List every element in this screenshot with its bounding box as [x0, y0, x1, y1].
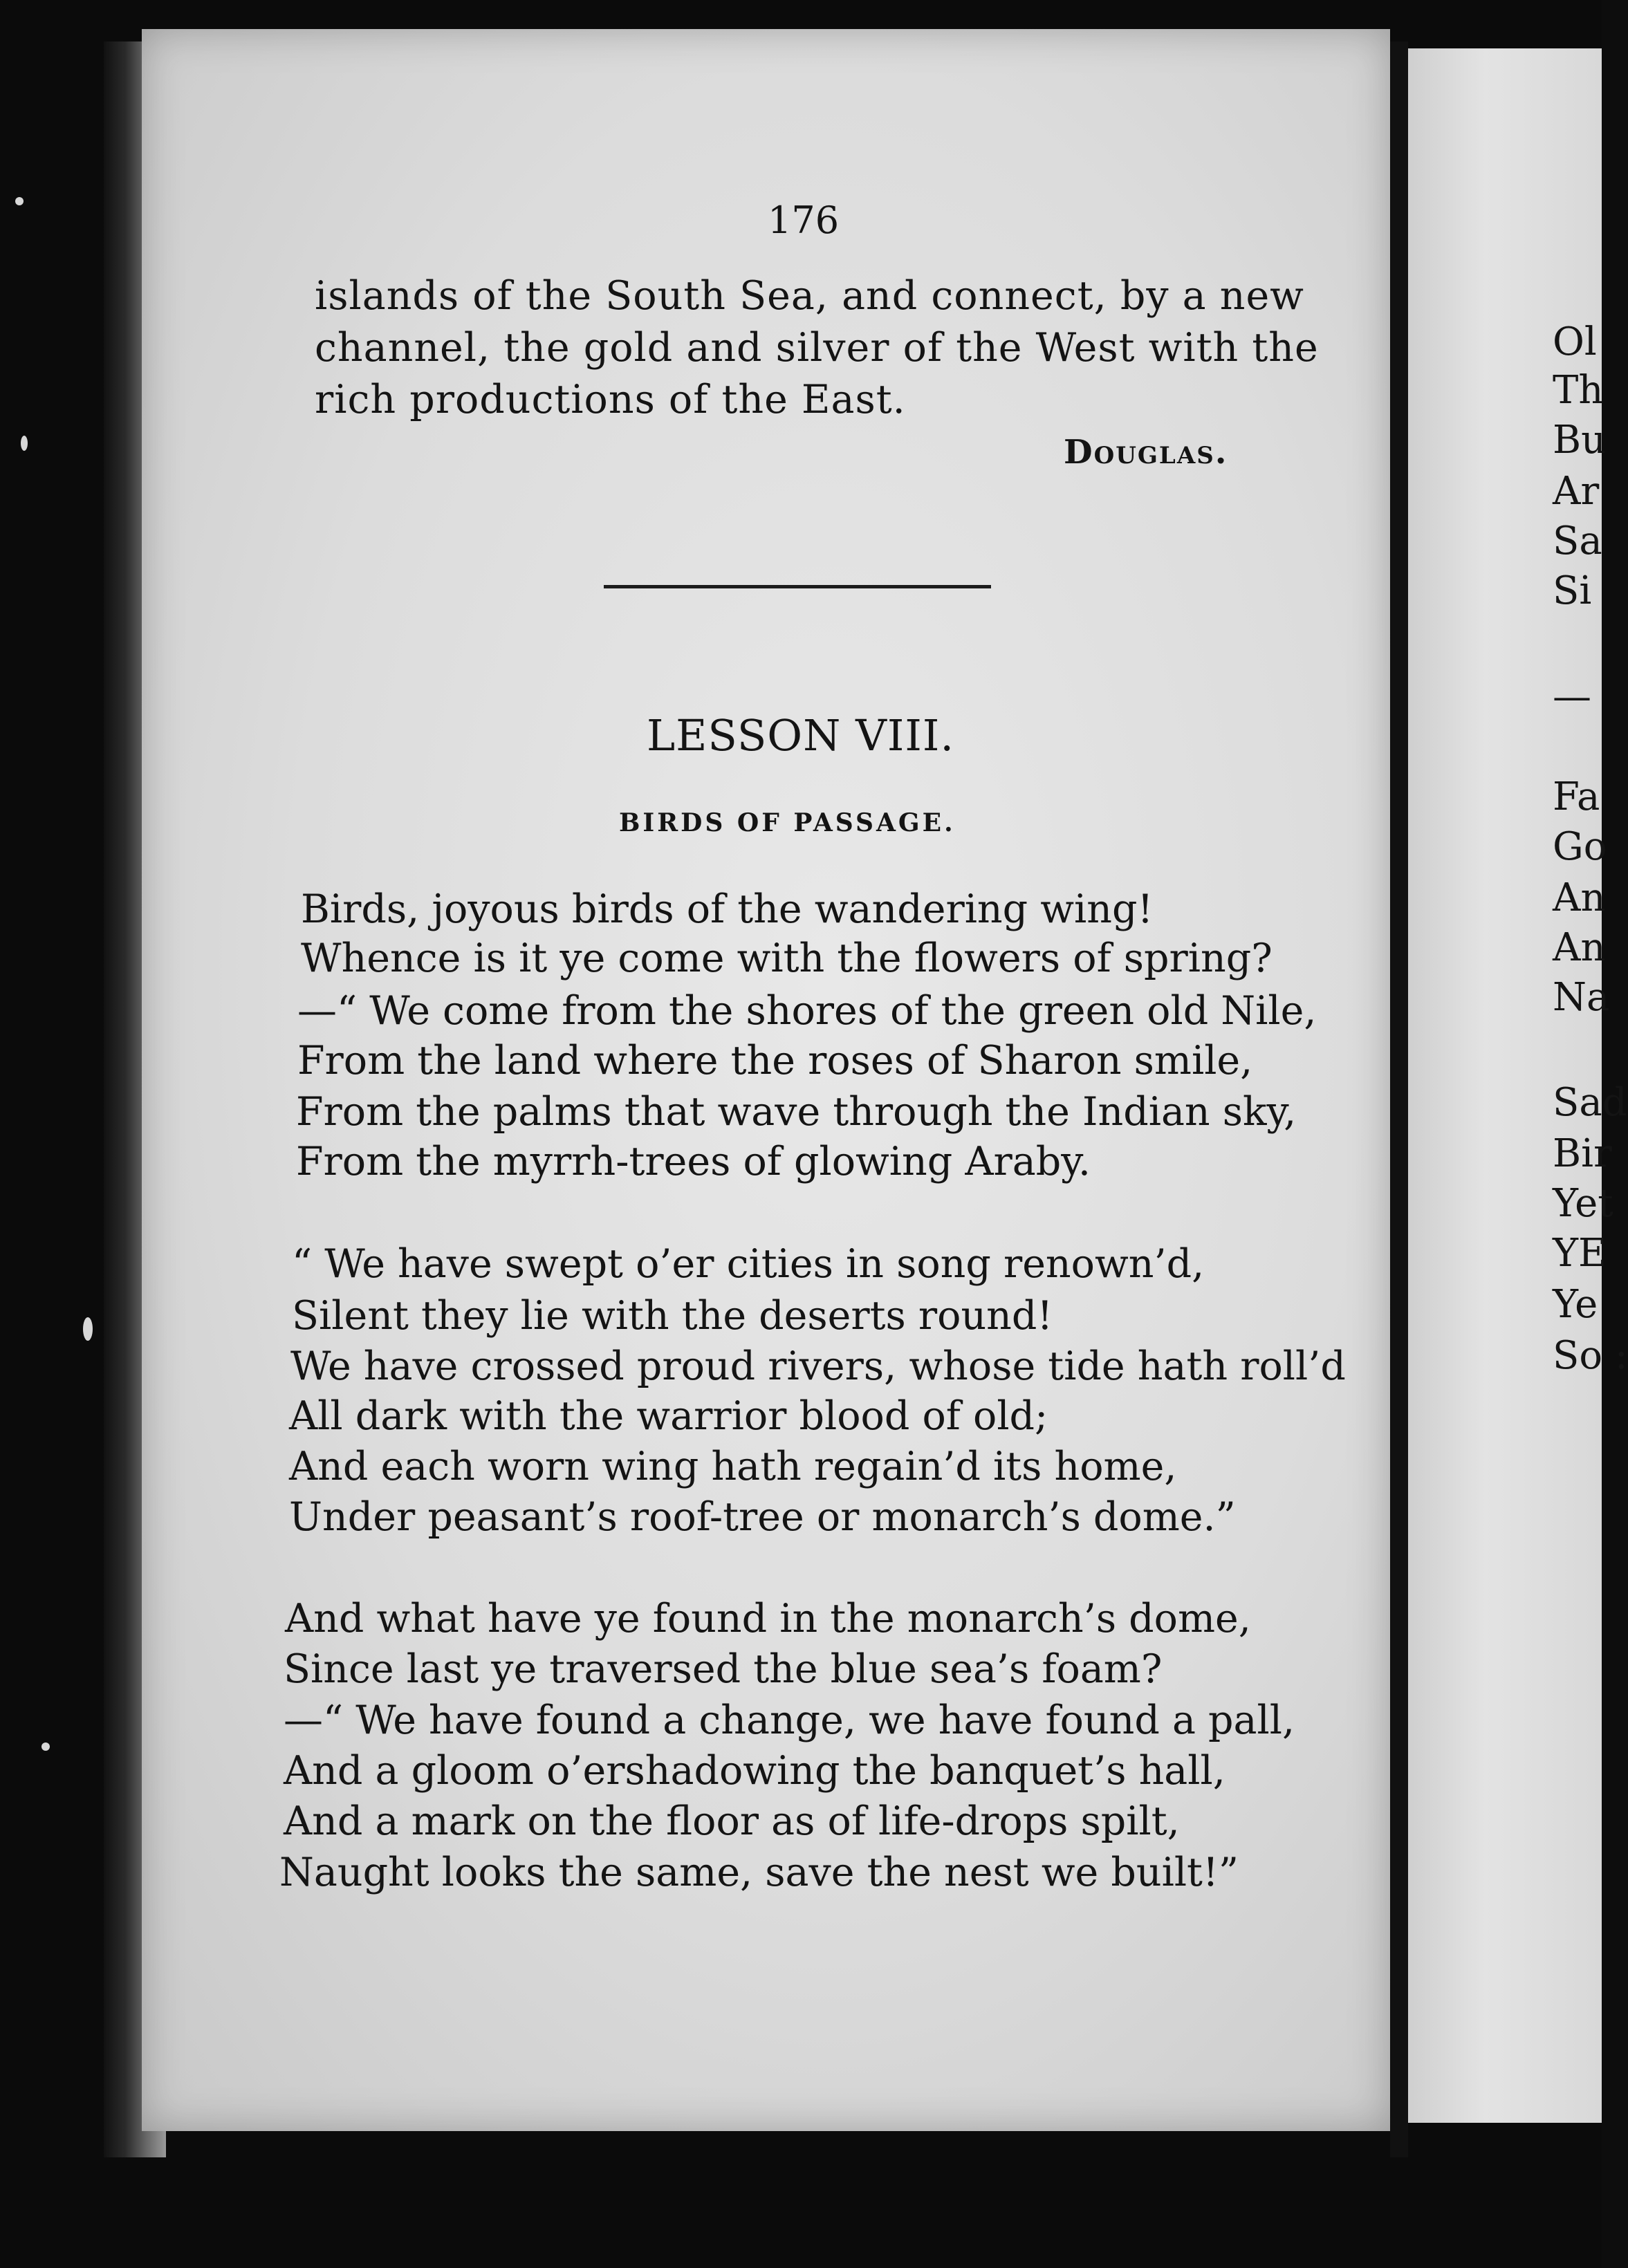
poem-line: We have crossed proud rivers, whose tide hath roll’d — [290, 1344, 1346, 1389]
facing-page-fragment: Bir — [1553, 1131, 1612, 1176]
poem-line: From the palms that wave through the Indian sky, — [296, 1089, 1297, 1135]
poem-line: Naught looks the same, save the nest we built!” — [279, 1850, 1239, 1895]
page-number: 176 — [768, 198, 840, 242]
scan-speck — [83, 1317, 93, 1341]
scan-speck — [21, 436, 28, 451]
page-gutter — [1390, 41, 1408, 2157]
facing-page-fragment: Yet — [1553, 1181, 1613, 1226]
prose-line: channel, the gold and silver of the West with the — [315, 325, 1319, 371]
poem-line: And what have ye found in the monarch’s dome, — [285, 1596, 1251, 1642]
poem-line: From the land where the roses of Sharon smile, — [297, 1038, 1253, 1084]
facing-page-fragment: So : — [1553, 1333, 1628, 1378]
lesson-title: LESSON VIII. — [647, 710, 955, 761]
facing-page-fragment: YE — [1553, 1231, 1607, 1276]
facing-page-fragment: Ol — [1553, 319, 1597, 364]
facing-page-fragment: An — [1553, 925, 1606, 970]
facing-page-fragment: Sa — [1553, 519, 1602, 564]
poem-line: And a mark on the floor as of life-drops spilt, — [284, 1798, 1180, 1844]
poem-line: And each worn wing hath regain’d its home, — [289, 1444, 1177, 1489]
facing-page-fragment: Na — [1553, 975, 1610, 1020]
facing-page-fragment: Th — [1553, 368, 1604, 413]
facing-page-fragment: Fa — [1553, 774, 1600, 819]
prose-line: islands of the South Sea, and connect, by a new — [315, 273, 1304, 319]
facing-page-fragment: Go — [1553, 824, 1607, 869]
poem-line: Birds, joyous birds of the wandering wing! — [301, 886, 1154, 932]
poem-line: —“ We have found a change, we have found a pall, — [284, 1698, 1295, 1743]
poem-line: “ We have swept o’er cities in song renown’d, — [292, 1241, 1205, 1287]
author-attribution: Douglas. — [1064, 433, 1228, 472]
facing-page-fragment: — — [1553, 674, 1591, 719]
prose-line: rich productions of the East. — [315, 377, 906, 422]
facing-page-fragment: Si — [1553, 568, 1592, 613]
section-divider — [604, 585, 991, 588]
scan-speck — [41, 1742, 50, 1751]
poem-line: Under peasant’s roof-tree or monarch’s dome.” — [289, 1494, 1236, 1540]
poem-line: Since last ye traversed the blue sea’s foam? — [284, 1646, 1163, 1692]
lesson-subtitle: BIRDS OF PASSAGE. — [619, 808, 956, 837]
facing-page-fragment: An — [1553, 875, 1606, 920]
scan-speck — [15, 197, 24, 205]
poem-line: From the myrrh-trees of glowing Araby. — [296, 1139, 1091, 1184]
poem-line: —“ We come from the shores of the green old Nile, — [297, 988, 1317, 1034]
poem-line: Whence is it ye come with the flowers of spring? — [301, 936, 1273, 981]
facing-page-fragment: Bu — [1553, 418, 1607, 463]
poem-line: Silent they lie with the deserts round! — [292, 1293, 1053, 1339]
facing-page-fragment: Ar — [1553, 469, 1600, 514]
poem-line: And a gloom o’ershadowing the banquet’s hall, — [284, 1748, 1225, 1794]
facing-page-fragment: Sad — [1553, 1080, 1627, 1125]
facing-page-fragment: Ye — [1553, 1282, 1598, 1327]
poem-line: All dark with the warrior blood of old; — [289, 1393, 1048, 1439]
